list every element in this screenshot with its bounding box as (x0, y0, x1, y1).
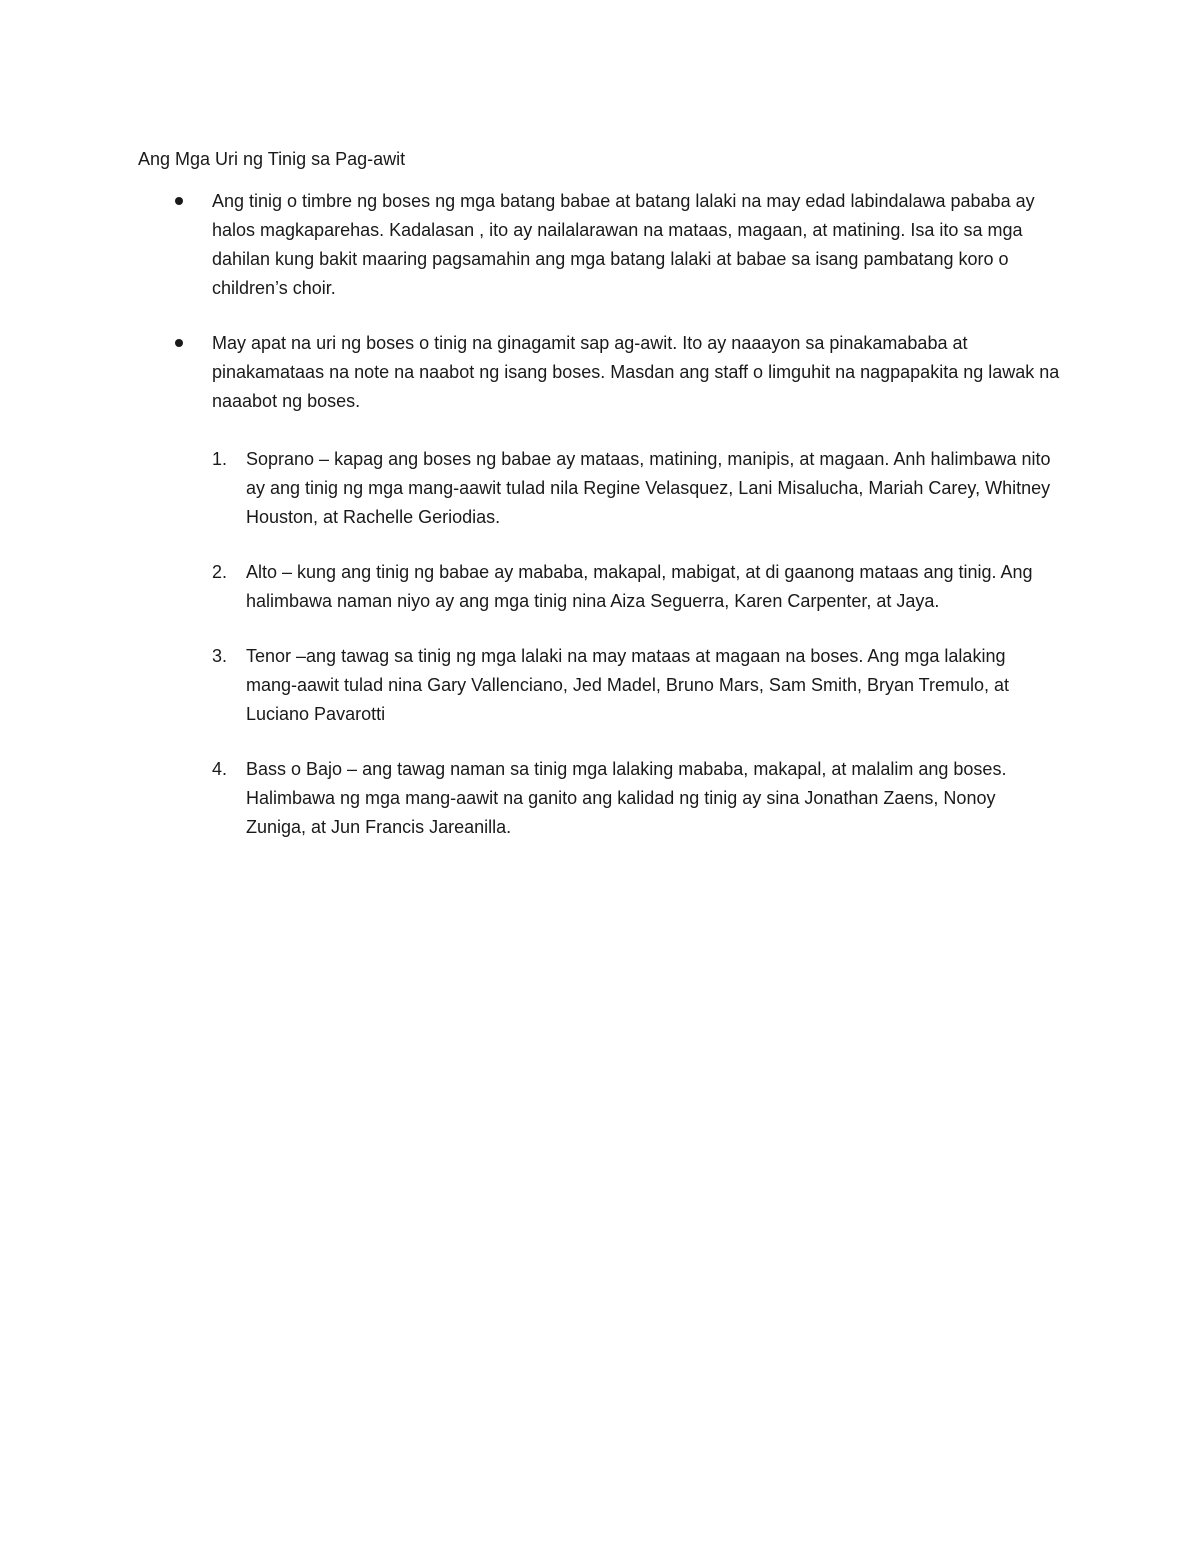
bullet-item (0, 329, 1060, 842)
bullet-list (0, 187, 1200, 868)
list-item-soprano (0, 445, 1060, 532)
bullet-dot-icon (175, 339, 183, 347)
document-title: Ang Mga Uri ng Tinig sa Pag-awit (138, 149, 406, 169)
list-item-text: Bass o Bajo – ang tawag naman sa tinig mga lalaking mababa, makapal, at malalim ang boses. Halimbawa ng mga mang-aawit na ganito ang kalidad ng tinig ay sina Jonathan Zaens, Nonoy Zuniga, at Jun Francis Jareanilla. (246, 759, 1007, 837)
list-item-text: Alto – kung ang tinig ng babae ay mababa, makapal, mabigat, at di gaanong mataas ang tinig. Ang halimbawa naman niyo ay ang mga tinig nina Aiza Seguerra, Karen Carpenter, at Jaya. (246, 562, 1033, 611)
bullet-text: May apat na uri ng boses o tinig na ginagamit sap ag-awit. Ito ay naaayon sa pinakamababa at pinakamataas na note na naabot ng isang boses. Masdan ang staff o limguhit na nagpapakita ng lawak na naaabot ng boses. (212, 333, 1060, 411)
list-item-bass (0, 755, 1060, 842)
voice-types-list (0, 445, 1060, 842)
bullet-dot-icon (175, 197, 183, 205)
list-item-text: Tenor –ang tawag sa tinig ng mga lalaki na may mataas at magaan na boses. Ang mga lalaking mang-aawit tulad nina Gary Vallenciano, Jed Madel, Bruno Mars, Sam Smith, Bryan Tremulo, at Luciano Pavarotti (246, 646, 1010, 724)
list-number: 4. (212, 759, 228, 779)
list-item-alto (0, 558, 1060, 616)
bullet-text: Ang tinig o timbre ng boses ng mga batang babae at batang lalaki na may edad labindalawa pababa ay halos magkaparehas. Kadalasan , ito ay nailalarawan na mataas, magaan, at matining. Isa ito sa mga dahilan kung bakit maaring pagsamahin ang mga batang lalaki at babae sa isang pambatang koro o children’s choir. (212, 191, 1035, 298)
list-number: 1. (212, 449, 228, 469)
list-number: 3. (212, 646, 228, 666)
list-item-tenor (0, 642, 1060, 729)
list-item-text: Soprano – kapag ang boses ng babae ay mataas, matining, manipis, at magaan. Anh halimbawa nito ay ang tinig ng mga mang-aawit tulad nila Regine Velasquez, Lani Misalucha, Mariah Carey, Whitney Houston, at Rachelle Geriodias. (246, 449, 1051, 527)
bullet-item (0, 187, 1060, 303)
list-number: 2. (212, 562, 228, 582)
